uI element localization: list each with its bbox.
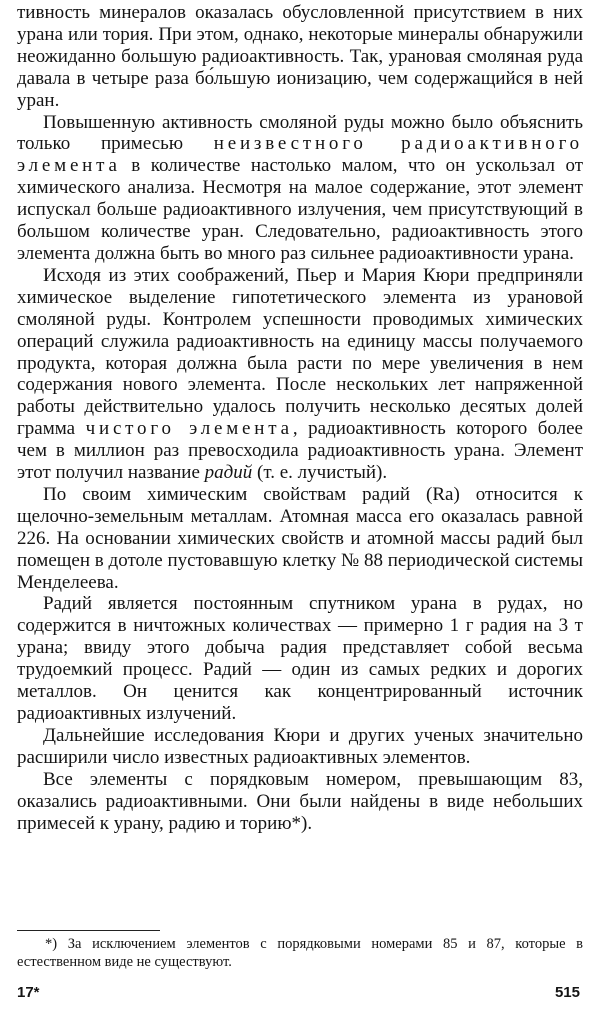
paragraph-3 bbox=[17, 265, 583, 484]
signature-mark: 17* bbox=[17, 984, 40, 1001]
text-run: , радиоактивность которого более чем в миллион раз превосходила радиоактивность урана. Элемент этот получил название bbox=[17, 418, 583, 484]
text-run: Дальнейшие исследования Кюри и других ученых значительно расширили число известных радиоактивных элементов. bbox=[17, 724, 583, 768]
text-run: (т. е. лучистый). bbox=[252, 462, 388, 484]
paragraph-6 bbox=[17, 725, 583, 769]
text-run: Все элементы с порядковым номером, превышающим 83, оказались радиоактивными. Они были найдены в виде небольших примесей к урану, радию и торию*). bbox=[17, 768, 583, 834]
paragraph-4 bbox=[17, 484, 583, 594]
emphasized-text: неизвестного радиоактивного элемента bbox=[17, 133, 583, 177]
paragraph-5 bbox=[17, 593, 583, 724]
paragraph-1 bbox=[17, 2, 583, 112]
text-run: Повышенную активность смоляной руды можно было объяснить только примесью bbox=[17, 111, 583, 155]
emphasized-text: чистого элемента bbox=[85, 418, 293, 440]
paragraph-7 bbox=[17, 769, 583, 835]
text-run: По своим химическим свойствам радий (Ra) относится к щелочно-земельным металлам. Атомная масса его оказалась равной 226. На основании химических свойств и атомной массы радий был помещен в дотоле пустовавшую клетку № 88 периодической системы Менделеева. bbox=[17, 483, 583, 593]
page-number: 515 bbox=[554, 984, 580, 1001]
text-run: Исходя из этих соображений, Пьер и Мария Кюри предприняли химическое выделение гипотетического элемента из урановой смоляной руды. Контролем успешности проводимых химических операций служила радиоактивность на единицу массы получаемого продукта, которая должна была расти по мере увеличения в нем содержания нового элемента. После нескольких лет напряженной работы действительно удалось получить несколько десятых долей грамма bbox=[17, 264, 583, 440]
footnote-divider bbox=[17, 930, 160, 931]
text-run: тивность минералов оказалась обусловленной присутствием в них урана или тория. При этом, однако, некоторые минералы обнаружили неожиданно большую радиоактивность. Так, урановая смоляная руда давала в четыре раза бо́льшую ионизацию, чем содержащийся в ней уран. bbox=[17, 2, 583, 111]
paragraph-2 bbox=[17, 112, 583, 265]
text-run: в количестве настолько малом, что он ускользал от химического анализа. Несмотря на малое содержание, этот элемент испускал больше радиоактивного излучения, чем присутствующий в большом количестве уран. Следовательно, радиоактивность этого элемента должна быть во много раз сильнее радиоактивности урана. bbox=[17, 155, 583, 264]
footnote: *) За исключением элементов с порядковыми номерами 85 и 87, которые в естественном виде не существуют. bbox=[17, 936, 583, 970]
main-text bbox=[17, 2, 583, 834]
italic-term: радий bbox=[204, 462, 253, 484]
text-run: Радий является постоянным спутником урана в рудах, но содержится в ничтожных количествах — примерно 1 г радия на 3 т урана; ввиду этого добыча радия представляет собой весьма трудоемкий процесс. Радий — один из самых редких и дорогих металлов. Он ценится как концентрированный источник радиоактивных излучений. bbox=[17, 593, 583, 724]
